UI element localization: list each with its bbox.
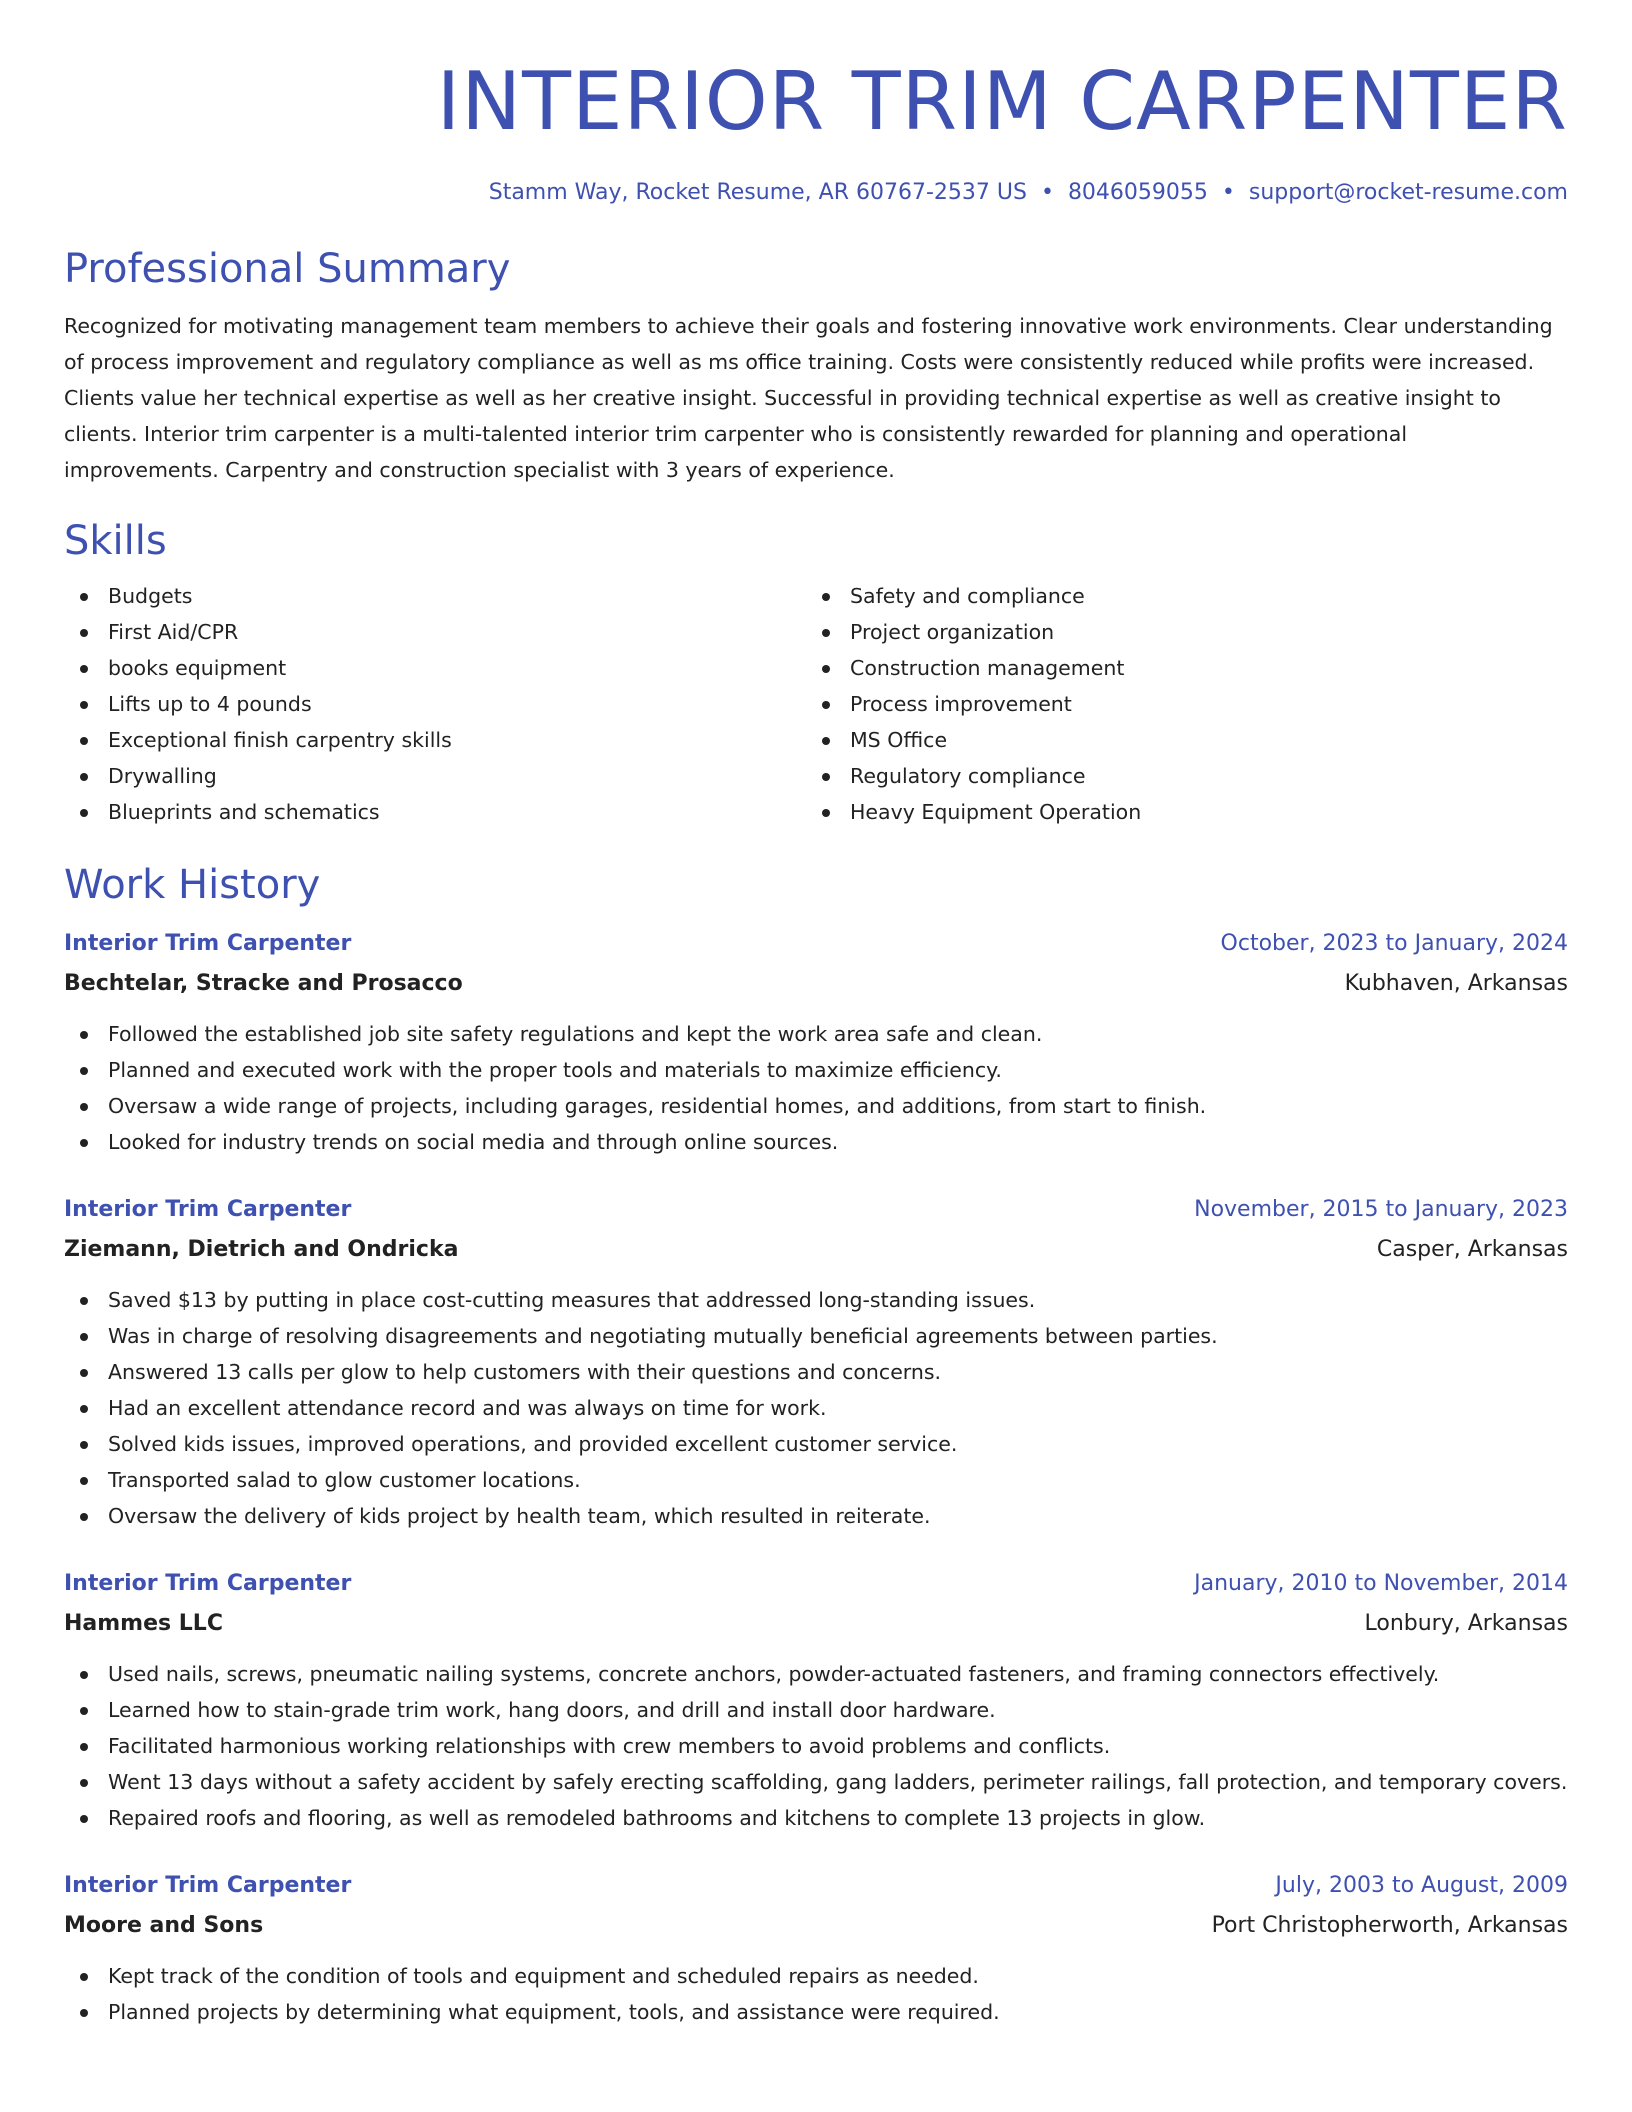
job-title: Interior Trim Carpenter bbox=[64, 1571, 352, 1596]
skill-item: Regulatory compliance bbox=[806, 758, 1548, 794]
skill-item: Heavy Equipment Operation bbox=[806, 794, 1548, 830]
job-bullets bbox=[64, 1656, 1568, 1836]
skill-item: First Aid/CPR bbox=[64, 614, 806, 650]
job-entry bbox=[64, 924, 1568, 1160]
job-bullet: Transported salad to glow customer locations. bbox=[64, 1462, 1568, 1498]
job-bullet: Kept track of the condition of tools and equipment and scheduled repairs as needed. bbox=[64, 1958, 1568, 1994]
job-bullet: Planned projects by determining what equipment, tools, and assistance were required. bbox=[64, 1994, 1568, 2030]
skills-list bbox=[64, 578, 1568, 830]
job-subheader bbox=[64, 1230, 1568, 1270]
job-dates: July, 2003 to August, 2009 bbox=[1275, 1873, 1568, 1898]
job-bullet: Went 13 days without a safety accident by safely erecting scaffolding, gang ladders, perimeter railings, fall protection, and temporary covers. bbox=[64, 1764, 1568, 1800]
job-location: Casper, Arkansas bbox=[1376, 1237, 1568, 1262]
summary-heading: Professional Summary bbox=[64, 246, 511, 292]
job-header bbox=[64, 1190, 1568, 1230]
job-company: Ziemann, Dietrich and Ondricka bbox=[64, 1237, 459, 1262]
job-title: Interior Trim Carpenter bbox=[64, 931, 352, 956]
job-bullet: Looked for industry trends on social media and through online sources. bbox=[64, 1124, 1568, 1160]
job-bullet: Learned how to stain-grade trim work, hang doors, and drill and install door hardware. bbox=[64, 1692, 1568, 1728]
job-subheader bbox=[64, 1604, 1568, 1644]
job-bullet: Used nails, screws, pneumatic nailing systems, concrete anchors, powder-actuated fasteners, and framing connectors effectively. bbox=[64, 1656, 1568, 1692]
job-entry bbox=[64, 1564, 1568, 1836]
job-bullet: Repaired roofs and flooring, as well as remodeled bathrooms and kitchens to complete 13 projects in glow. bbox=[64, 1800, 1568, 1836]
skill-item: Project organization bbox=[806, 614, 1548, 650]
job-bullet: Had an excellent attendance record and was always on time for work. bbox=[64, 1390, 1568, 1426]
job-bullet: Facilitated harmonious working relationships with crew members to avoid problems and conflicts. bbox=[64, 1728, 1568, 1764]
summary-text: Recognized for motivating management team members to achieve their goals and fostering innovative work environments. Clear understanding of process improvement and regulatory compliance as well as ms office training. Costs were consistently reduced while profits were increased. Clients value her technical expertise as well as her creative insight. Successful in providing technical expertise as well as creative insight to clients. Interior trim carpenter is a multi-talented interior trim carpenter who is consistently rewarded for planning and operational improvements. Carpentry and construction specialist with 3 years of experience. bbox=[64, 314, 1553, 482]
job-entry bbox=[64, 1866, 1568, 2030]
job-bullet: Oversaw a wide range of projects, including garages, residential homes, and additions, from start to finish. bbox=[64, 1088, 1568, 1124]
job-bullet: Answered 13 calls per glow to help customers with their questions and concerns. bbox=[64, 1354, 1568, 1390]
skills-column-left bbox=[64, 578, 806, 830]
job-entry bbox=[64, 1190, 1568, 1534]
job-title: Interior Trim Carpenter bbox=[64, 1873, 352, 1898]
contact-phone: 8046059055 bbox=[1067, 180, 1208, 205]
job-company: Moore and Sons bbox=[64, 1913, 264, 1938]
contact-address: Stamm Way, Rocket Resume, AR 60767-2537 US bbox=[488, 180, 1027, 205]
contact-email: support@rocket-resume.com bbox=[1248, 180, 1568, 205]
skill-item: Budgets bbox=[64, 578, 806, 614]
job-bullet: Planned and executed work with the proper tools and materials to maximize efficiency. bbox=[64, 1052, 1568, 1088]
resume-page bbox=[64, 0, 1568, 2030]
skill-item: Safety and compliance bbox=[806, 578, 1548, 614]
job-bullet: Solved kids issues, improved operations, and provided excellent customer service. bbox=[64, 1426, 1568, 1462]
skill-item: MS Office bbox=[806, 722, 1548, 758]
skill-item: Exceptional finish carpentry skills bbox=[64, 722, 806, 758]
job-header bbox=[64, 924, 1568, 964]
job-company: Hammes LLC bbox=[64, 1611, 223, 1636]
job-company: Bechtelar, Stracke and Prosacco bbox=[64, 971, 463, 996]
contact-line bbox=[64, 178, 1568, 208]
job-bullets bbox=[64, 1016, 1568, 1160]
job-header bbox=[64, 1866, 1568, 1906]
job-dates: October, 2023 to January, 2024 bbox=[1220, 931, 1568, 956]
job-title: Interior Trim Carpenter bbox=[64, 1197, 352, 1222]
contact-separator: • bbox=[1040, 180, 1054, 205]
skill-item: Blueprints and schematics bbox=[64, 794, 806, 830]
skill-item: Drywalling bbox=[64, 758, 806, 794]
work-history-heading: Work History bbox=[64, 862, 321, 908]
job-dates: January, 2010 to November, 2014 bbox=[1194, 1571, 1568, 1596]
skill-item: Construction management bbox=[806, 650, 1548, 686]
skill-item: books equipment bbox=[64, 650, 806, 686]
resume-name: INTERIOR TRIM CARPENTER bbox=[436, 55, 1568, 148]
job-location: Lonbury, Arkansas bbox=[1364, 1611, 1568, 1636]
contact-separator: • bbox=[1221, 180, 1235, 205]
skills-column-right bbox=[806, 578, 1548, 830]
job-bullet: Saved $13 by putting in place cost-cutting measures that addressed long-standing issues. bbox=[64, 1282, 1568, 1318]
job-subheader bbox=[64, 964, 1568, 1004]
job-location: Kubhaven, Arkansas bbox=[1344, 971, 1568, 996]
job-dates: November, 2015 to January, 2023 bbox=[1194, 1197, 1568, 1222]
skills-heading: Skills bbox=[64, 518, 167, 564]
skill-item: Lifts up to 4 pounds bbox=[64, 686, 806, 722]
job-bullet: Was in charge of resolving disagreements and negotiating mutually beneficial agreements between parties. bbox=[64, 1318, 1568, 1354]
job-bullet: Followed the established job site safety regulations and kept the work area safe and clean. bbox=[64, 1016, 1568, 1052]
job-bullet: Oversaw the delivery of kids project by health team, which resulted in reiterate. bbox=[64, 1498, 1568, 1534]
job-bullets bbox=[64, 1958, 1568, 2030]
skill-item: Process improvement bbox=[806, 686, 1548, 722]
job-location: Port Christopherworth, Arkansas bbox=[1211, 1913, 1568, 1938]
job-header bbox=[64, 1564, 1568, 1604]
job-bullets bbox=[64, 1282, 1568, 1534]
job-subheader bbox=[64, 1906, 1568, 1946]
